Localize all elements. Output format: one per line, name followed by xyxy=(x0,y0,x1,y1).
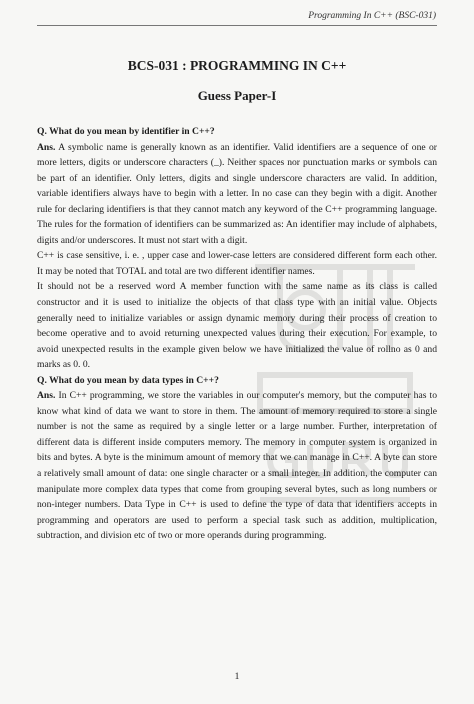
answer-paragraph: It should not be a reserved word A member function with the same name as its class is called constructor and it is used to initialize the objects of that class type with an initial value. Objects generally need to initialize variables or assign dynamic memory during their process of creation to become operative and to avoid returning unexpected values during their execution. For example, to avoid unexpected results in the example given below we have initialized the value of rollno as 0 and marks as 0. 0. xyxy=(37,281,437,371)
answer-paragraph: C++ is case sensitive, i. e. , upper case and lower-case letters are considered different form each other. It may be noted that TOTAL and total are two different identifier names. xyxy=(37,250,437,277)
answer-paragraph xyxy=(37,388,437,543)
document-title: BCS-031 : PROGRAMMING IN C++ xyxy=(127,58,347,73)
answer-text: In C++ programming, we store the variables in our computer's memory, but the computer has to know what kind of data we want to store in them. The amount of memory required to store a single number is not the same as required by a single letter or a large number. Further, interpretation of different data is different inside computers memory. The memory in computer system is organized in bits and bytes. A byte is the minimum amount of memory that we can manage in C++. A byte can store a relatively small amount of data: one single character or a small integer. In addition, the computer can manipulate more complex data types that come from grouping several bytes, such as long numbers or non-integer numbers. Data Type in C++ is used to define the type of data that identifiers accepts in programming and operators are used to perform a special task such as addition, multiplication, subtraction, and division etc of two or more operands during programming. xyxy=(37,390,437,542)
answer-text: A symbolic name is generally known as an identifier. Valid identifiers are a sequence of one or more letters, digits or underscore characters (_). Neither spaces nor punctuation marks or symbols can be part of an identifier. Only letters, digits and single underscore characters are valid. In addition, variable identifiers always have to begin with a letter. In no case can they begin with a digit. Another rule for declaring identifiers is that they cannot match any keyword of the C++ programming language. The rules for the formation of identifiers can be summarized as: An identifier may include of alphabets, digits and/or underscores. It must not start with a digit. xyxy=(37,141,437,246)
running-header: Programming In C++ (BSC-031) xyxy=(308,11,436,21)
document-subtitle: Guess Paper-I xyxy=(197,88,277,103)
answer-label: Ans. xyxy=(37,141,56,153)
document-body xyxy=(37,124,437,544)
header-divider xyxy=(37,25,437,26)
question-heading: Q. What do you mean by identifier in C++? xyxy=(37,126,215,137)
answer-label: Ans. xyxy=(37,390,56,402)
answer-paragraph xyxy=(37,140,437,249)
question-heading: Q. What do you mean by data types in C++? xyxy=(37,374,219,386)
page-number: 1 xyxy=(234,672,240,682)
